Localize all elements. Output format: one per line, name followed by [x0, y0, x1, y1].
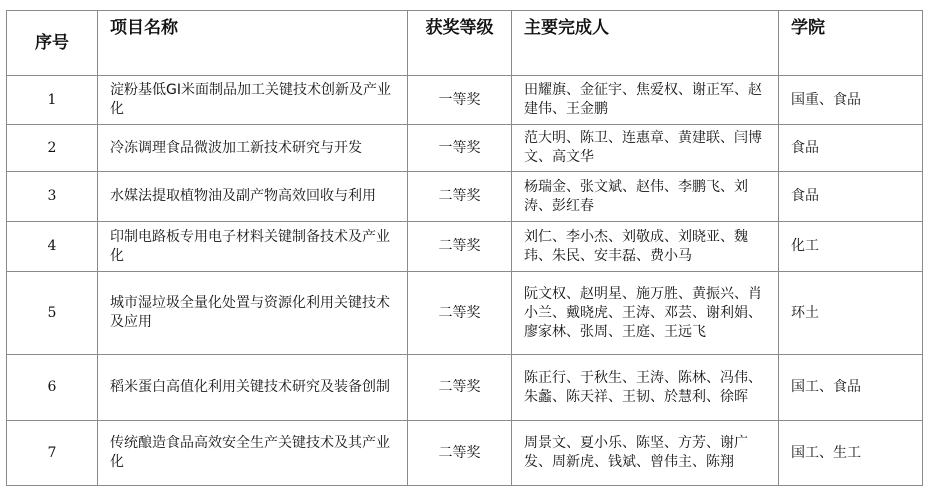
table-row	[7, 76, 923, 125]
row-school: 国工、生工	[779, 421, 923, 486]
row-people: 周景文、夏小乐、陈坚、方芳、谢广发、周新虎、钱斌、曾伟主、陈翔	[512, 421, 779, 486]
row-project-name: 传统酿造食品高效安全生产关键技术及其产业化	[98, 421, 408, 486]
header-people: 主要完成人	[512, 11, 779, 76]
row-award-level: 二等奖	[408, 172, 512, 222]
row-people: 陈正行、于秋生、王涛、陈林、冯伟、朱蠡、陈天祥、王韧、於慧利、徐晖	[512, 355, 779, 421]
row-project-name: 印制电路板专用电子材料关键制备技术及产业化	[98, 222, 408, 272]
row-people: 阮文权、赵明星、施万胜、黄振兴、肖小兰、戴晓虎、王涛、邓芸、谢利娟、廖家林、张周、王庭、王远飞	[512, 272, 779, 355]
row-school: 国重、食品	[779, 76, 923, 125]
row-index: 7	[7, 421, 98, 486]
row-award-level: 一等奖	[408, 125, 512, 172]
row-people: 杨瑞金、张文斌、赵伟、李鹏飞、刘涛、彭红春	[512, 172, 779, 222]
row-project-name: 冷冻调理食品微波加工新技术研究与开发	[98, 125, 408, 172]
row-award-level: 二等奖	[408, 222, 512, 272]
row-school: 食品	[779, 125, 923, 172]
header-row	[7, 11, 923, 76]
awards-table	[6, 10, 923, 486]
row-index: 5	[7, 272, 98, 355]
table-row	[7, 172, 923, 222]
row-award-level: 二等奖	[408, 272, 512, 355]
row-school: 环土	[779, 272, 923, 355]
table-body	[7, 76, 923, 486]
header-level: 获奖等级	[408, 11, 512, 76]
row-people: 刘仁、李小杰、刘敬成、刘晓亚、魏玮、朱民、安丰磊、费小马	[512, 222, 779, 272]
table-row	[7, 355, 923, 421]
row-award-level: 一等奖	[408, 76, 512, 125]
row-people: 田耀旗、金征宇、焦爱权、谢正军、赵建伟、王金鹏	[512, 76, 779, 125]
table-row	[7, 272, 923, 355]
row-index: 2	[7, 125, 98, 172]
row-school: 国工、食品	[779, 355, 923, 421]
row-award-level: 二等奖	[408, 355, 512, 421]
header-index: 序号	[7, 11, 98, 76]
row-index: 6	[7, 355, 98, 421]
header-name: 项目名称	[98, 11, 408, 76]
table-header	[7, 11, 923, 76]
row-award-level: 二等奖	[408, 421, 512, 486]
row-project-name: 淀粉基低GI米面制品加工关键技术创新及产业化	[98, 76, 408, 125]
row-index: 3	[7, 172, 98, 222]
row-project-name: 城市湿垃圾全量化处置与资源化利用关键技术及应用	[98, 272, 408, 355]
row-project-name: 稻米蛋白高值化利用关键技术研究及装备创制	[98, 355, 408, 421]
row-project-name: 水媒法提取植物油及副产物高效回收与利用	[98, 172, 408, 222]
table-row	[7, 125, 923, 172]
row-people: 范大明、陈卫、连惠章、黄建联、闫博文、高文华	[512, 125, 779, 172]
row-index: 1	[7, 76, 98, 125]
table-row	[7, 222, 923, 272]
header-school: 学院	[779, 11, 923, 76]
row-school: 食品	[779, 172, 923, 222]
table-row	[7, 421, 923, 486]
row-school: 化工	[779, 222, 923, 272]
row-index: 4	[7, 222, 98, 272]
